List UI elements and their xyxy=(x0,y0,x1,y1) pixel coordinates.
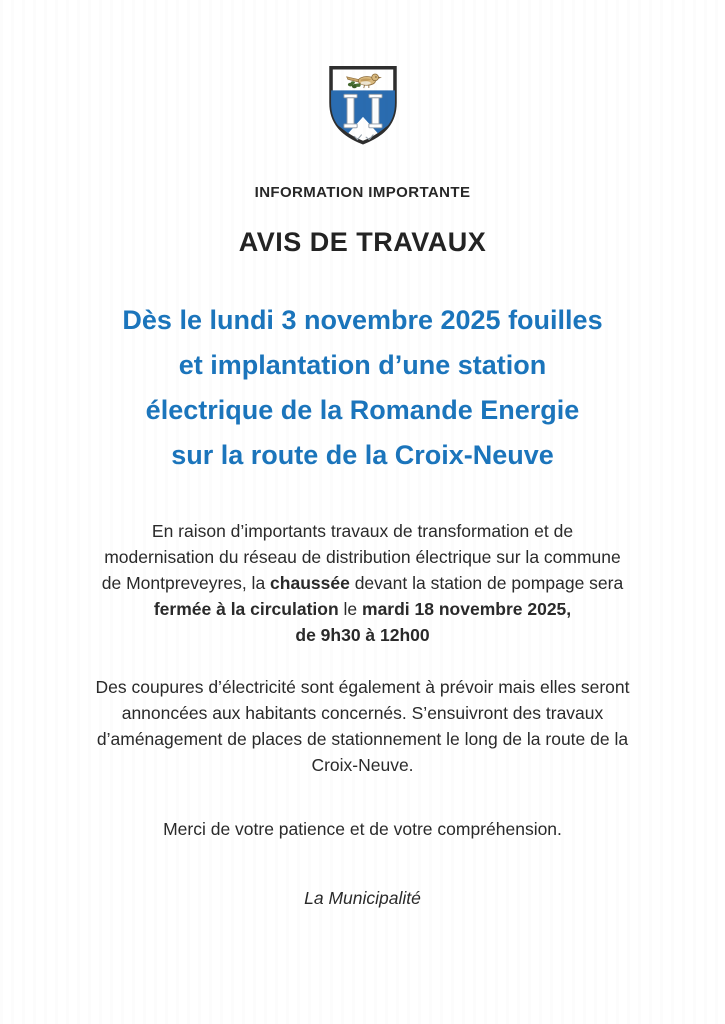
page-title: AVIS DE TRAVAUX xyxy=(238,227,487,257)
signature-text: La Municipalité xyxy=(304,888,421,908)
coat-of-arms xyxy=(324,62,402,150)
headline-line: sur la route de la Croix-Neuve xyxy=(171,440,554,470)
paragraph-roadworks: En raison d’importants travaux de transformation et de modernisation du réseau de distribution électrique sur la commune de Montpreveyres, la chaussée devant la station de pompage sera fermée à la circulation le mardi 18 novembre 2025, de 9h30 à 12h00 xyxy=(101,521,624,645)
coat-of-arms-icon xyxy=(324,62,402,150)
headline-line: électrique de la Romande Energie xyxy=(145,395,580,425)
headline xyxy=(43,298,683,478)
headline-line: Dès le lundi 3 novembre 2025 fouilles xyxy=(122,305,603,335)
headline-line: et implantation d’une station xyxy=(178,350,547,380)
paragraph-power-cuts: Des coupures d’électricité sont également à prévoir mais elles seront annoncées aux habitants concernés. S’ensuivront des travaux d’aménagement de places de stationnement le long de la route de la Croix-Neuve. xyxy=(95,677,630,775)
thanks-text: Merci de votre patience et de votre compréhension. xyxy=(163,819,562,839)
kicker-text: INFORMATION IMPORTANTE xyxy=(254,184,471,201)
